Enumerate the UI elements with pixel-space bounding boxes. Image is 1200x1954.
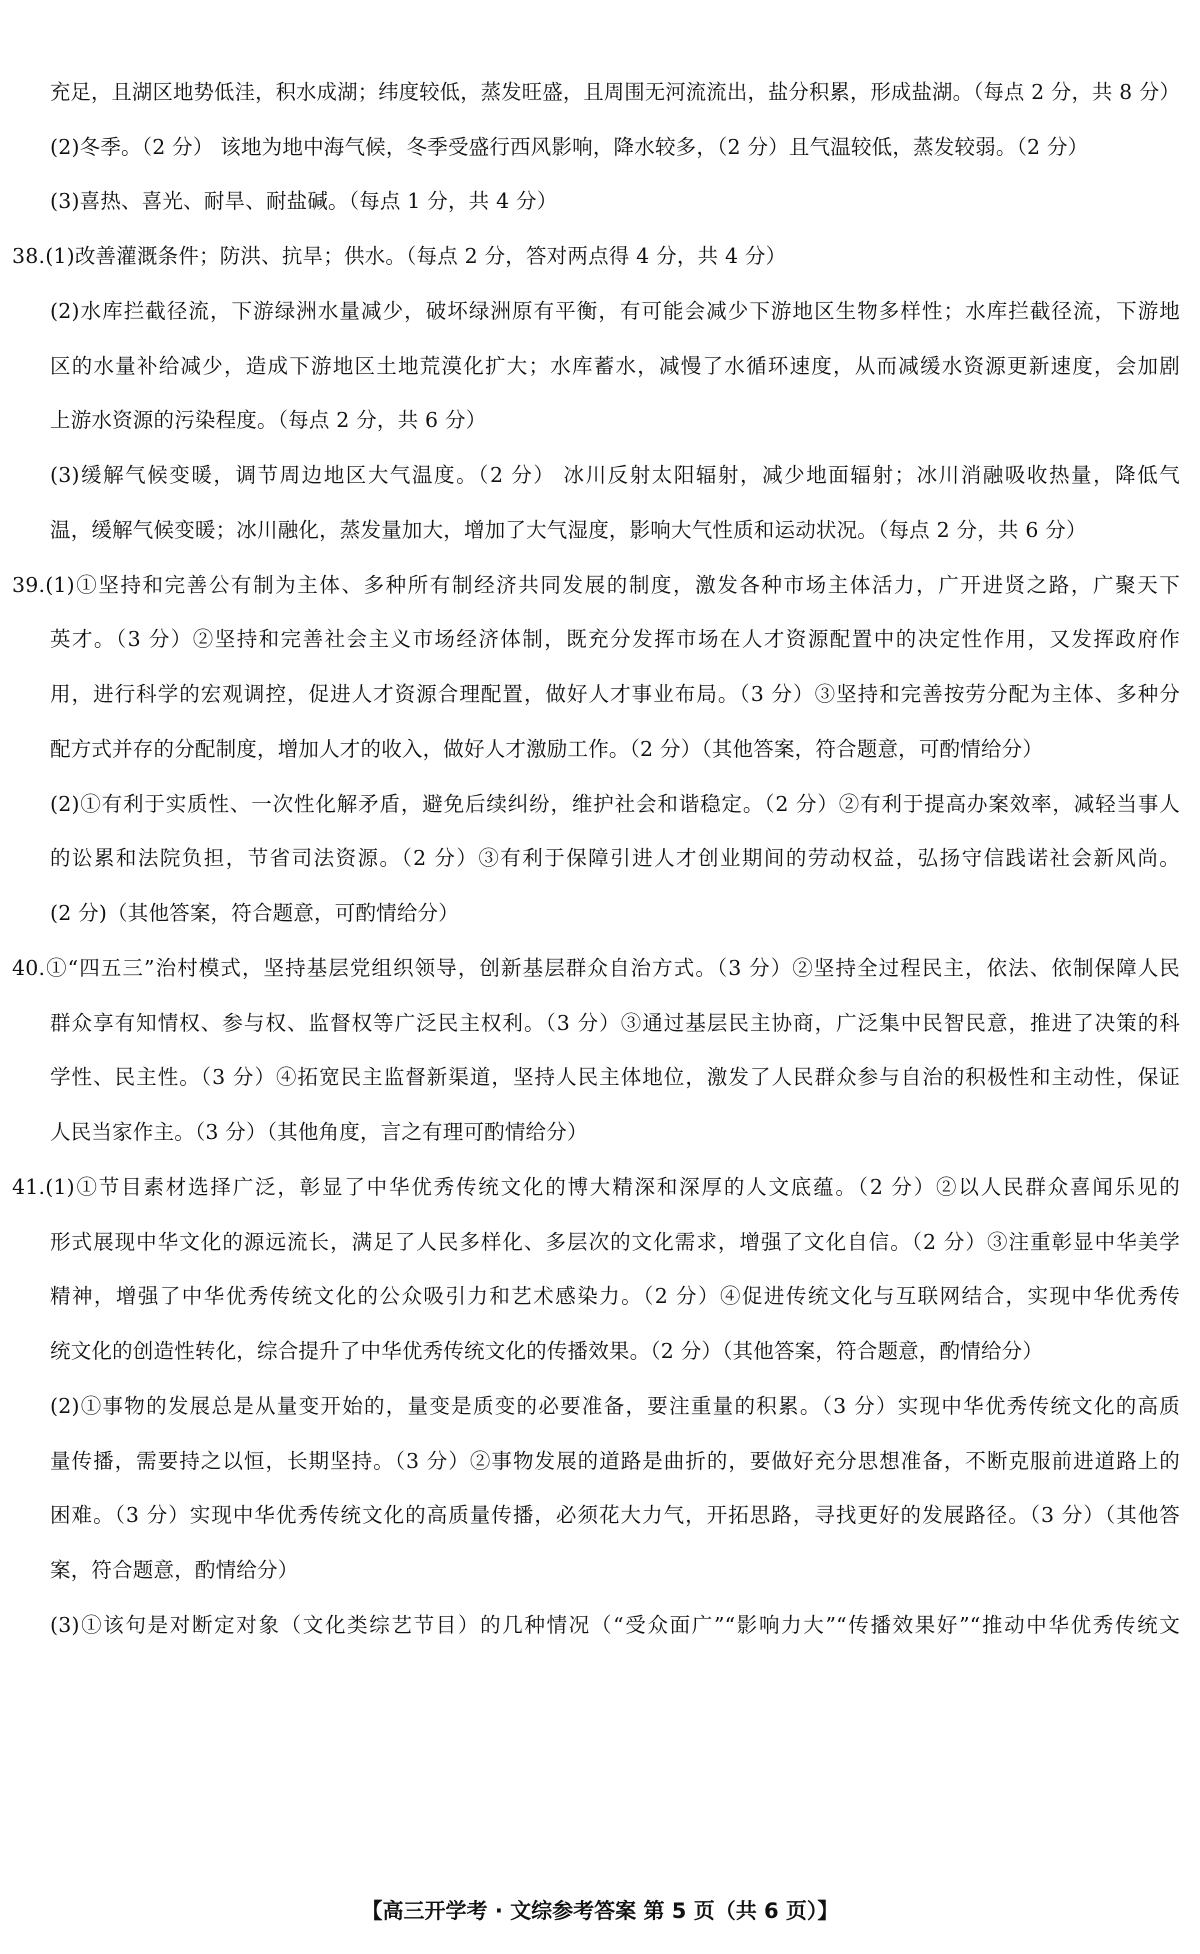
page-footer: 【高三开学考 · 文综参考答案 第 5 页（共 6 页）】 [361,1899,839,1923]
text-line: (3)喜热、喜光、耐旱、耐盐碱。（每点 1 分，共 4 分） [50,189,558,213]
question-41: 41.(1)①节目素材选择广泛，彰显了中华优秀传统文化的博大精深和深厚的人文底蕴。（2 分）②以人民群众喜闻乐见的 [12,1175,1180,1199]
text-line: (3)缓解气候变暖，调节周边地区大气温度。（2 分） 冰川反射太阳辐射，减少地面辐射；冰川消融吸收热量，降低气 [50,463,1180,487]
question-38: 38.(1)改善灌溉条件；防洪、抗旱；供水。（每点 2 分，答对两点得 4 分，共 4 分） [12,244,787,268]
text-line: 形式展现中华文化的源远流长，满足了人民多样化、多层次的文化需求，增强了文化自信。（2 分）③注重彰显中华美学 [50,1230,1180,1254]
text-line: 学性、民主性。（3 分）④拓宽民主监督新渠道，坚持人民主体地位，激发了人民群众参与自治的积极性和主动性，保证 [50,1065,1180,1089]
text-line: 案，符合题意，酌情给分） [50,1558,299,1582]
text-line: 英才。（3 分）②坚持和完善社会主义市场经济体制，既充分发挥市场在人才资源配置中的决定性作用，又发挥政府作 [50,627,1180,651]
question-40: 40.①“四五三”治村模式，坚持基层党组织领导，创新基层群众自治方式。（3 分）②坚持全过程民主，依法、依制保障人民 [12,956,1180,980]
text-line: 温，缓解气候变暖；冰川融化，蒸发量加大，增加了大气湿度，影响大气性质和运动状况。（每点 2 分，共 6 分） [50,518,1087,542]
text-line: (2)①事物的发展总是从量变开始的，量变是质变的必要准备，要注重量的积累。（3 分）实现中华优秀传统文化的高质 [50,1394,1180,1418]
question-39: 39.(1)①坚持和完善公有制为主体、多种所有制经济共同发展的制度，激发各种市场主体活力，广开进贤之路，广聚天下 [12,573,1180,597]
text-line: 的讼累和法院负担，节省司法资源。（2 分）③有利于保障引进人才创业期间的劳动权益，弘扬守信践诺社会新风尚。 [50,846,1180,870]
text-line: (2)水库拦截径流，下游绿洲水量减少，破坏绿洲原有平衡，有可能会减少下游地区生物多样性；水库拦截径流，下游地 [50,299,1180,323]
text-line: (3)①该句是对断定对象（文化类综艺节目）的几种情况（“受众面广”“影响力大”“传播效果好”“推动中华优秀传统文 [50,1613,1180,1637]
text-line: 困难。（3 分）实现中华优秀传统文化的高质量传播，必须花大力气，开拓思路，寻找更好的发展路径。（3 分）（其他答 [50,1503,1180,1527]
text-line: 群众享有知情权、参与权、监督权等广泛民主权利。（3 分）③通过基层民主协商，广泛集中民智民意，推进了决策的科 [50,1011,1180,1035]
text-line: 量传播，需要持之以恒，长期坚持。（3 分）②事物发展的道路是曲折的，要做好充分思想准备，不断克服前进道路上的 [50,1449,1180,1473]
text-line: 精神，增强了中华优秀传统文化的公众吸引力和艺术感染力。（2 分）④促进传统文化与互联网结合，实现中华优秀传 [50,1284,1180,1308]
text-line: 区的水量补给减少，造成下游地区土地荒漠化扩大；水库蓄水，减慢了水循环速度，从而减缓水资源更新速度，会加剧 [50,354,1180,378]
text-line: 配方式并存的分配制度，增加人才的收入，做好人才激励工作。（2 分）（其他答案，符合题意，可酌情给分） [50,737,1044,761]
text-line: 充足，且湖区地势低洼，积水成湖；纬度较低，蒸发旺盛，且周围无河流流出，盐分积累，形成盐湖。（每点 2 分，共 8 分） [50,80,1180,104]
text-line: 用，进行科学的宏观调控，促进人才资源合理配置，做好人才事业布局。（3 分）③坚持和完善按劳分配为主体、多种分 [50,682,1180,706]
text-line: 人民当家作主。（3 分）（其他角度，言之有理可酌情给分） [50,1120,588,1144]
text-line: 上游水资源的污染程度。（每点 2 分，共 6 分） [50,408,487,432]
text-line: (2)冬季。（2 分） 该地为地中海气候，冬季受盛行西风影响，降水较多，（2 分）且气温较低，蒸发较弱。（2 分） [50,135,1089,159]
text-line: (2)①有利于实质性、一次性化解矛盾，避免后续纠纷，维护社会和谐稳定。（2 分）②有利于提高办案效率，减轻当事人 [50,792,1180,816]
text-line: (2 分)（其他答案，符合题意，可酌情给分） [50,901,459,925]
text-line: 统文化的创造性转化，综合提升了中华优秀传统文化的传播效果。（2 分）（其他答案，符合题意，酌情给分） [50,1339,1044,1363]
